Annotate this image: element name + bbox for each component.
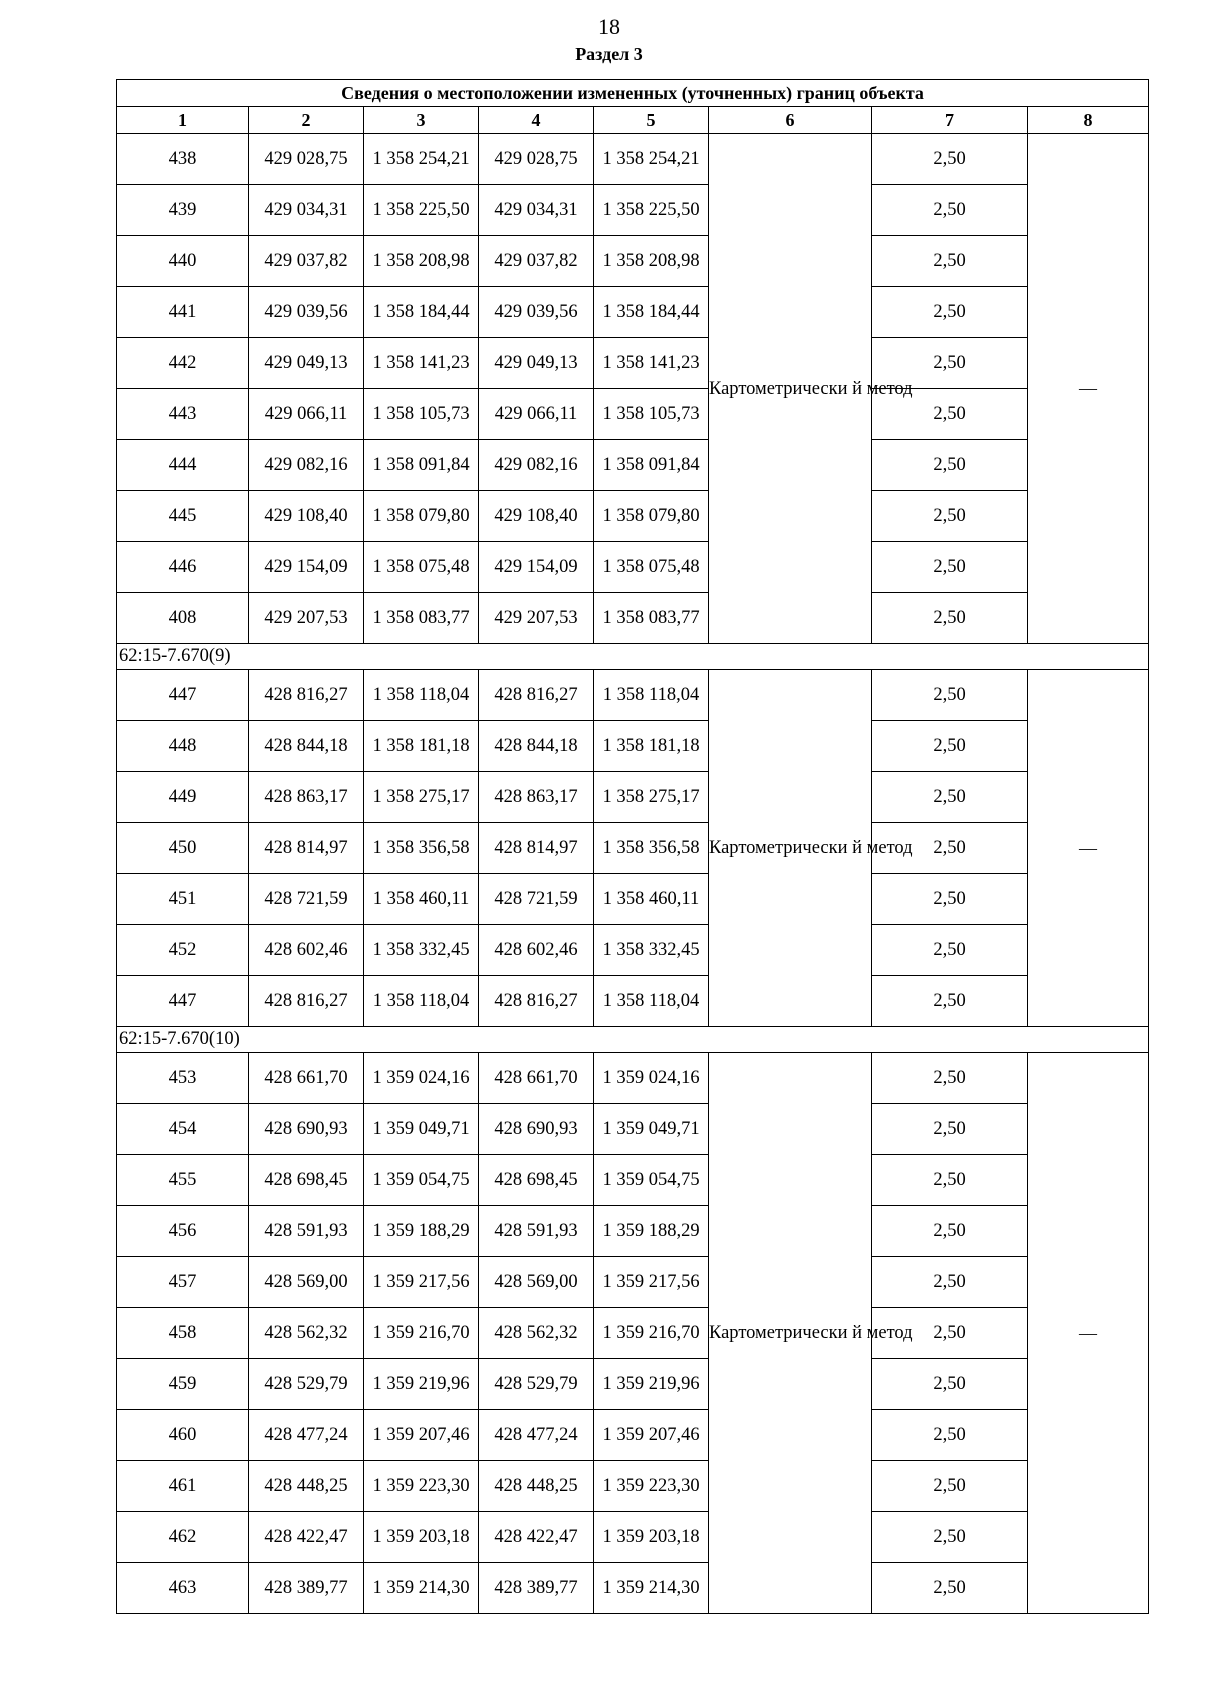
section-title: Раздел 3 — [575, 44, 643, 64]
precision-cell: 2,50 — [872, 236, 1028, 287]
method-cell: Картометрически й метод — [709, 670, 872, 1027]
y-old-cell: 1 358 254,21 — [364, 134, 479, 185]
x-old-cell: 428 602,46 — [249, 925, 364, 976]
boundary-coordinates-table — [116, 79, 1149, 1614]
y-old-cell: 1 358 083,77 — [364, 593, 479, 644]
x-old-cell: 429 066,11 — [249, 389, 364, 440]
column-number-2: 2 — [249, 107, 364, 134]
x-old-cell: 428 816,27 — [249, 976, 364, 1027]
x-old-cell: 429 034,31 — [249, 185, 364, 236]
point-number-cell: 455 — [117, 1155, 249, 1206]
x-old-cell: 429 082,16 — [249, 440, 364, 491]
table-body — [117, 134, 1149, 1614]
point-number-cell: 454 — [117, 1104, 249, 1155]
table-row — [117, 670, 1149, 721]
x-new-cell: 428 661,70 — [479, 1053, 594, 1104]
x-new-cell: 429 039,56 — [479, 287, 594, 338]
precision-cell: 2,50 — [872, 185, 1028, 236]
y-old-cell: 1 359 207,46 — [364, 1410, 479, 1461]
point-number-cell: 451 — [117, 874, 249, 925]
y-old-cell: 1 359 217,56 — [364, 1257, 479, 1308]
note-cell: — — [1028, 1053, 1149, 1614]
x-old-cell: 428 569,00 — [249, 1257, 364, 1308]
y-new-cell: 1 358 275,17 — [594, 772, 709, 823]
table-row — [117, 1053, 1149, 1104]
table-row — [117, 389, 1149, 440]
table-row — [117, 185, 1149, 236]
y-old-cell: 1 359 223,30 — [364, 1461, 479, 1512]
point-number-cell: 446 — [117, 542, 249, 593]
precision-cell: 2,50 — [872, 874, 1028, 925]
x-old-cell: 428 389,77 — [249, 1563, 364, 1614]
x-new-cell: 428 814,97 — [479, 823, 594, 874]
y-new-cell: 1 358 225,50 — [594, 185, 709, 236]
x-new-cell: 428 602,46 — [479, 925, 594, 976]
table-row — [117, 1104, 1149, 1155]
point-number-cell: 461 — [117, 1461, 249, 1512]
x-old-cell: 428 422,47 — [249, 1512, 364, 1563]
x-old-cell: 428 690,93 — [249, 1104, 364, 1155]
y-new-cell: 1 358 254,21 — [594, 134, 709, 185]
y-new-cell: 1 358 118,04 — [594, 670, 709, 721]
point-number-cell: 462 — [117, 1512, 249, 1563]
point-number-cell: 447 — [117, 976, 249, 1027]
x-new-cell: 429 028,75 — [479, 134, 594, 185]
y-new-cell: 1 358 332,45 — [594, 925, 709, 976]
y-old-cell: 1 359 216,70 — [364, 1308, 479, 1359]
y-new-cell: 1 359 217,56 — [594, 1257, 709, 1308]
method-cell: Картометрически й метод — [709, 134, 872, 644]
point-number-cell: 463 — [117, 1563, 249, 1614]
x-old-cell: 429 154,09 — [249, 542, 364, 593]
x-new-cell: 429 049,13 — [479, 338, 594, 389]
y-old-cell: 1 359 049,71 — [364, 1104, 479, 1155]
precision-cell: 2,50 — [872, 1053, 1028, 1104]
column-numbers-row — [117, 107, 1149, 134]
x-old-cell: 428 816,27 — [249, 670, 364, 721]
x-new-cell: 428 389,77 — [479, 1563, 594, 1614]
y-new-cell: 1 359 049,71 — [594, 1104, 709, 1155]
y-old-cell: 1 358 356,58 — [364, 823, 479, 874]
table-row — [117, 338, 1149, 389]
point-number-cell: 457 — [117, 1257, 249, 1308]
precision-cell: 2,50 — [872, 1308, 1028, 1359]
y-old-cell: 1 358 118,04 — [364, 976, 479, 1027]
precision-cell: 2,50 — [872, 772, 1028, 823]
x-new-cell: 428 591,93 — [479, 1206, 594, 1257]
y-new-cell: 1 358 356,58 — [594, 823, 709, 874]
table-row — [117, 236, 1149, 287]
point-number-cell: 408 — [117, 593, 249, 644]
y-new-cell: 1 359 214,30 — [594, 1563, 709, 1614]
precision-cell: 2,50 — [872, 976, 1028, 1027]
table-row — [117, 1155, 1149, 1206]
y-old-cell: 1 359 054,75 — [364, 1155, 479, 1206]
precision-cell: 2,50 — [872, 1257, 1028, 1308]
cadastral-label-row — [117, 644, 1149, 670]
column-number-6: 6 — [709, 107, 872, 134]
precision-cell: 2,50 — [872, 542, 1028, 593]
point-number-cell: 449 — [117, 772, 249, 823]
precision-cell: 2,50 — [872, 389, 1028, 440]
x-old-cell: 428 814,97 — [249, 823, 364, 874]
y-new-cell: 1 358 181,18 — [594, 721, 709, 772]
table-row — [117, 1308, 1149, 1359]
table-row — [117, 440, 1149, 491]
table-row — [117, 772, 1149, 823]
y-old-cell: 1 358 225,50 — [364, 185, 479, 236]
x-new-cell: 428 816,27 — [479, 976, 594, 1027]
y-new-cell: 1 358 083,77 — [594, 593, 709, 644]
precision-cell: 2,50 — [872, 134, 1028, 185]
point-number-cell: 441 — [117, 287, 249, 338]
point-number-cell: 450 — [117, 823, 249, 874]
x-new-cell: 428 569,00 — [479, 1257, 594, 1308]
x-old-cell: 428 529,79 — [249, 1359, 364, 1410]
point-number-cell: 453 — [117, 1053, 249, 1104]
x-new-cell: 428 422,47 — [479, 1512, 594, 1563]
y-new-cell: 1 358 105,73 — [594, 389, 709, 440]
page-number: 18 — [598, 14, 620, 39]
table-row — [117, 823, 1149, 874]
precision-cell: 2,50 — [872, 440, 1028, 491]
x-new-cell: 429 154,09 — [479, 542, 594, 593]
point-number-cell: 442 — [117, 338, 249, 389]
precision-cell: 2,50 — [872, 1410, 1028, 1461]
x-new-cell: 428 529,79 — [479, 1359, 594, 1410]
x-old-cell: 428 721,59 — [249, 874, 364, 925]
y-new-cell: 1 358 091,84 — [594, 440, 709, 491]
y-new-cell: 1 358 460,11 — [594, 874, 709, 925]
table-row — [117, 925, 1149, 976]
x-new-cell: 428 698,45 — [479, 1155, 594, 1206]
precision-cell: 2,50 — [872, 287, 1028, 338]
table-row — [117, 1410, 1149, 1461]
x-new-cell: 429 066,11 — [479, 389, 594, 440]
x-old-cell: 428 477,24 — [249, 1410, 364, 1461]
cadastral-label: 62:15-7.670(10) — [117, 1027, 1149, 1053]
point-number-cell: 452 — [117, 925, 249, 976]
cadastral-label: 62:15-7.670(9) — [117, 644, 1149, 670]
x-new-cell: 428 816,27 — [479, 670, 594, 721]
column-number-8: 8 — [1028, 107, 1149, 134]
precision-cell: 2,50 — [872, 823, 1028, 874]
table-row — [117, 1461, 1149, 1512]
y-old-cell: 1 358 091,84 — [364, 440, 479, 491]
table-row — [117, 1512, 1149, 1563]
precision-cell: 2,50 — [872, 1461, 1028, 1512]
x-old-cell: 429 108,40 — [249, 491, 364, 542]
precision-cell: 2,50 — [872, 1512, 1028, 1563]
note-cell: — — [1028, 670, 1149, 1027]
x-old-cell: 428 698,45 — [249, 1155, 364, 1206]
x-new-cell: 428 721,59 — [479, 874, 594, 925]
precision-cell: 2,50 — [872, 491, 1028, 542]
x-old-cell: 429 049,13 — [249, 338, 364, 389]
table-row — [117, 1206, 1149, 1257]
column-number-3: 3 — [364, 107, 479, 134]
x-new-cell: 429 034,31 — [479, 185, 594, 236]
y-new-cell: 1 359 223,30 — [594, 1461, 709, 1512]
table-row — [117, 593, 1149, 644]
precision-cell: 2,50 — [872, 1155, 1028, 1206]
point-number-cell: 440 — [117, 236, 249, 287]
precision-cell: 2,50 — [872, 1206, 1028, 1257]
x-new-cell: 428 448,25 — [479, 1461, 594, 1512]
x-new-cell: 428 844,18 — [479, 721, 594, 772]
y-new-cell: 1 359 219,96 — [594, 1359, 709, 1410]
y-new-cell: 1 358 118,04 — [594, 976, 709, 1027]
point-number-cell: 459 — [117, 1359, 249, 1410]
y-old-cell: 1 358 079,80 — [364, 491, 479, 542]
x-old-cell: 428 661,70 — [249, 1053, 364, 1104]
x-new-cell: 429 108,40 — [479, 491, 594, 542]
table-row — [117, 1359, 1149, 1410]
y-new-cell: 1 359 216,70 — [594, 1308, 709, 1359]
point-number-cell: 443 — [117, 389, 249, 440]
table-row — [117, 1257, 1149, 1308]
point-number-cell: 448 — [117, 721, 249, 772]
x-old-cell: 428 591,93 — [249, 1206, 364, 1257]
y-new-cell: 1 359 207,46 — [594, 1410, 709, 1461]
y-old-cell: 1 358 332,45 — [364, 925, 479, 976]
table-row — [117, 721, 1149, 772]
y-old-cell: 1 358 181,18 — [364, 721, 479, 772]
table-row — [117, 491, 1149, 542]
point-number-cell: 456 — [117, 1206, 249, 1257]
table-row — [117, 542, 1149, 593]
method-cell: Картометрически й метод — [709, 1053, 872, 1614]
y-old-cell: 1 358 460,11 — [364, 874, 479, 925]
precision-cell: 2,50 — [872, 1563, 1028, 1614]
table-caption: Сведения о местоположении измененных (уточненных) границ объекта — [117, 80, 1149, 107]
y-old-cell: 1 358 075,48 — [364, 542, 479, 593]
x-old-cell: 429 037,82 — [249, 236, 364, 287]
y-new-cell: 1 358 079,80 — [594, 491, 709, 542]
y-old-cell: 1 359 214,30 — [364, 1563, 479, 1614]
y-new-cell: 1 359 188,29 — [594, 1206, 709, 1257]
y-old-cell: 1 358 275,17 — [364, 772, 479, 823]
y-old-cell: 1 358 141,23 — [364, 338, 479, 389]
x-new-cell: 428 690,93 — [479, 1104, 594, 1155]
x-old-cell: 428 844,18 — [249, 721, 364, 772]
x-new-cell: 428 863,17 — [479, 772, 594, 823]
y-old-cell: 1 358 118,04 — [364, 670, 479, 721]
y-new-cell: 1 358 208,98 — [594, 236, 709, 287]
cadastral-label-row — [117, 1027, 1149, 1053]
x-old-cell: 429 039,56 — [249, 287, 364, 338]
y-new-cell: 1 358 075,48 — [594, 542, 709, 593]
y-old-cell: 1 358 105,73 — [364, 389, 479, 440]
y-old-cell: 1 359 219,96 — [364, 1359, 479, 1410]
x-old-cell: 429 028,75 — [249, 134, 364, 185]
point-number-cell: 458 — [117, 1308, 249, 1359]
precision-cell: 2,50 — [872, 338, 1028, 389]
point-number-cell: 444 — [117, 440, 249, 491]
column-number-4: 4 — [479, 107, 594, 134]
x-old-cell: 428 448,25 — [249, 1461, 364, 1512]
precision-cell: 2,50 — [872, 670, 1028, 721]
y-new-cell: 1 358 184,44 — [594, 287, 709, 338]
x-old-cell: 428 562,32 — [249, 1308, 364, 1359]
x-new-cell: 428 477,24 — [479, 1410, 594, 1461]
precision-cell: 2,50 — [872, 1104, 1028, 1155]
point-number-cell: 439 — [117, 185, 249, 236]
y-new-cell: 1 358 141,23 — [594, 338, 709, 389]
point-number-cell: 447 — [117, 670, 249, 721]
precision-cell: 2,50 — [872, 925, 1028, 976]
table-row — [117, 874, 1149, 925]
x-old-cell: 428 863,17 — [249, 772, 364, 823]
y-new-cell: 1 359 203,18 — [594, 1512, 709, 1563]
y-new-cell: 1 359 054,75 — [594, 1155, 709, 1206]
column-number-5: 5 — [594, 107, 709, 134]
y-old-cell: 1 359 203,18 — [364, 1512, 479, 1563]
precision-cell: 2,50 — [872, 593, 1028, 644]
table-row — [117, 1563, 1149, 1614]
y-old-cell: 1 359 024,16 — [364, 1053, 479, 1104]
precision-cell: 2,50 — [872, 1359, 1028, 1410]
x-new-cell: 429 037,82 — [479, 236, 594, 287]
table-row — [117, 976, 1149, 1027]
point-number-cell: 445 — [117, 491, 249, 542]
y-old-cell: 1 358 208,98 — [364, 236, 479, 287]
y-old-cell: 1 359 188,29 — [364, 1206, 479, 1257]
x-new-cell: 429 207,53 — [479, 593, 594, 644]
precision-cell: 2,50 — [872, 721, 1028, 772]
point-number-cell: 438 — [117, 134, 249, 185]
y-old-cell: 1 358 184,44 — [364, 287, 479, 338]
column-number-1: 1 — [117, 107, 249, 134]
table-row — [117, 134, 1149, 185]
point-number-cell: 460 — [117, 1410, 249, 1461]
x-old-cell: 429 207,53 — [249, 593, 364, 644]
table-row — [117, 287, 1149, 338]
note-cell: — — [1028, 134, 1149, 644]
x-new-cell: 428 562,32 — [479, 1308, 594, 1359]
column-number-7: 7 — [872, 107, 1028, 134]
x-new-cell: 429 082,16 — [479, 440, 594, 491]
y-new-cell: 1 359 024,16 — [594, 1053, 709, 1104]
